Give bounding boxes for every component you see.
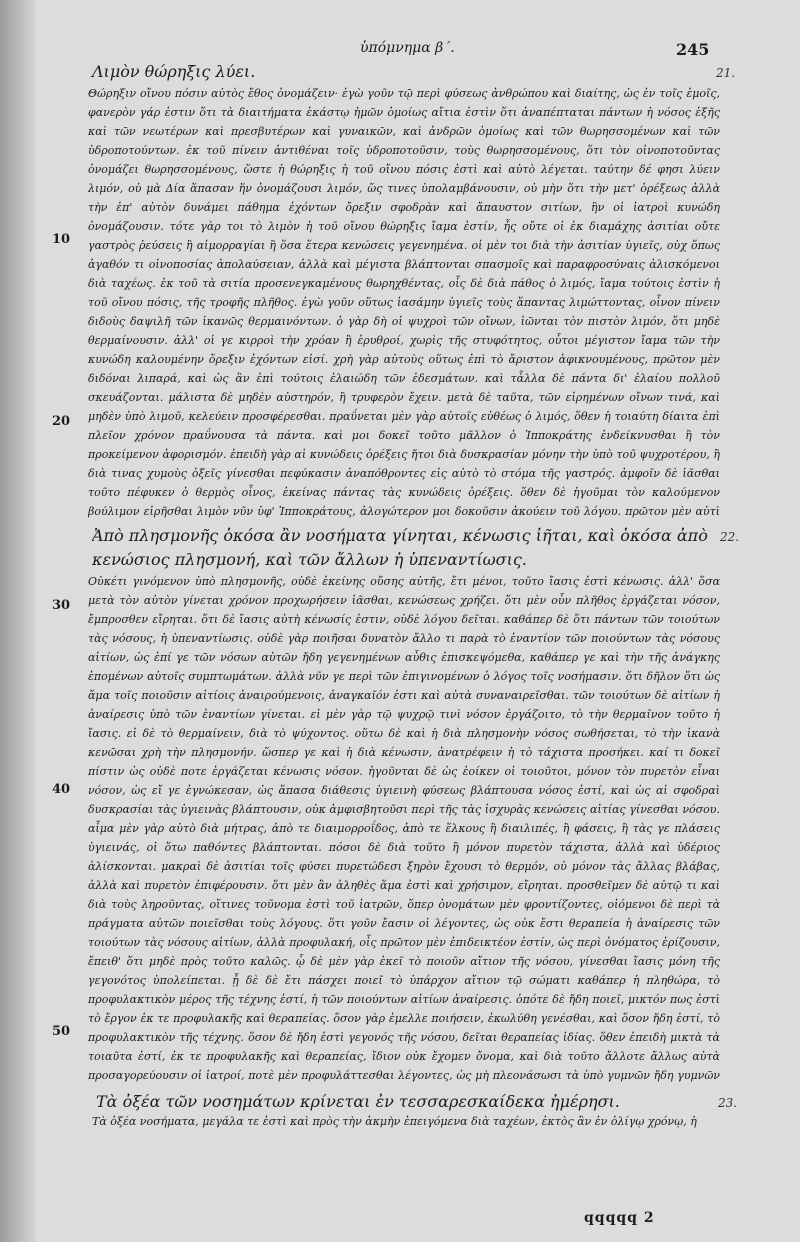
line-number: 20 [52, 414, 71, 429]
line-number: 50 [52, 1024, 71, 1039]
lemma-22: Ἀπὸ πλησμονῆς ὁκόσα ἂν νοσήματα γίνηται, κένωσις ἰῆται, καὶ ὁκόσα ἀπὸ κενώσιος πλησμονή, καὶ τῶν ἄλλων ἡ ὑπεναντίωσις. [92, 526, 708, 569]
commentary-23: Τὰ ὀξέα νοσήματα, μεγάλα τε ἐστὶ καὶ πρὸς τὴν ἀκμὴν ἐπειγόμενα διὰ ταχέων, ἐκτὸς ἂν ἐν ὀλίγῳ χρόνῳ, ἡ [92, 1115, 697, 1128]
section-number-22: 22. [720, 530, 740, 544]
page-gutter-shadow [0, 0, 36, 1242]
page-number: 245 [676, 40, 710, 59]
section-number-21: 21. [716, 66, 736, 80]
commentary-21: Θώρηξιν οἴνου πόσιν αὐτὸς ἔθος ὀνομάζειν· ἐγὼ γοῦν τῷ περὶ φύσεως ἀνθρώπου καὶ διαίτης, ὡς ἐν τοῖς ἐμοῖς, φανερὸν γάρ ἐστιν ὅτι τὰ διαιτήματα ἑκάστῳ ἡμῶν ὁμοίως αἴτια ἐστὶν ὅτι ἀναπέπταται πάντων ἡ νόσος ἑξῆς καὶ τῶν νεωτέρων καὶ πρεσβυτέρων καὶ γυναικῶν, καὶ ἀνδρῶν ὁμοίως καὶ τῶν θωρησσομένων καὶ τῶν ὑδροποτούντων. ἐκ τοῦ πίνειν ἀντιθέναι τοῖς ὑδροποτοῦσιν, τοὺς θωρησσομένους, ὅτι τὸν οἰνοποτοῦντας ὀνομάζει θωρησσομένους, ὥστε ἡ θώρηξις ἡ τοῦ οἴνου πόσις ἐστὶ καὶ αὐτὸ λέγεται. ταύτην δέ φησι λύειν λιμόν, οὐ μὰ Δία ἅπασαν ἥν ὀνομάζουσι λιμόν, ὥς τινες ὑπολαμβάνουσιν, οὐ μὴν ὅτι τὴν μετ' ὀρέξεως ἀλλὰ τὴν ἐπ' αὐτὸν δυνάμει πάθημα ἐχόντων ὄρεξιν σφοδρὰν καὶ ἄπαυστον σιτίων, ἣν οἱ ἰατροὶ κυνώδη ὀνομάζουσιν. τότε γὰρ τοι τὸ λιμὸν ἡ τοῦ οἴνου θώρηξις ἴαμα ἐστίν, ἧς οὔτε οἱ ἐκ διαμάχης ἀσιτίαι οὔτε γαστρὸς ῥεύσεις ἢ αἱμορραγίαι ἢ ὅσα ἕτερα κενώσεις γεγενημένα. οἱ μὲν τοι διὰ τὴν ἀσιτίαν ὑγιεῖς, οὐχ ὅπως ἀγαθόν τι οἰνοποσίας ἀπολαύσειαν, ἀλλὰ καὶ μέγιστα βλάπτονται σπασμοῖς καὶ παραφροσύναις ἁλισκόμενοι διὰ ταχέως. ἐκ τοῦ τὰ σιτία προσενεγκαμένους θωρηχθέντας, οἷς δὲ διὰ πάθος ὁ λιμός, ἴαμα τούτοις ἐστὶν ἡ τοῦ οἴνου πόσις, τῆς τροφῆς πλῆθος. ἐγὼ γοῦν οὕτως ἰασάμην ὑγιεῖς τοὺς ἅπαντας λιμώττοντας, οἶνον πίνειν διδοὺς δαψιλῆ τῶν ἱκανῶς θερμαινόντων. ὁ γὰρ δὴ οἱ ψυχροὶ τῶν οἴνων, ἰῶνται τὸν πιστὸν λιμόν, ὅτι μηδὲ θερμαίνουσιν. ἀλλ' οἱ γε κιρροὶ τὴν χρόαν ἢ ἐρυθροί, χωρὶς τῆς στυφότητος, οὗτοι μέγιστον ἴαμα τῶν τὴν κυνώδη καλουμένην ὄρεξιν ἐχόντων εἰσί. χρὴ γὰρ αὐτοὺς οὕτως ἐπὶ τὸ ἄριστον ἀφικνουμένους, πρῶτον μὲν διδόναι λιπαρά, καὶ ὡς ἂν ἐπὶ τούτοις ἐλαιώδη τῶν ἐδεσμάτων. καὶ τἆλλα δὲ πάντα δι' ἐλαίου πολλοῦ σκευάζονται. μάλιστα δὲ μηδὲν αὐστηρόν, ἢ τρυφερὸν ἔχειν. μετὰ δὲ ταῦτα, τῶν εἰρημένων οἴνων τινά, καὶ μηδὲν ὑπὸ λιμοῦ, κελεύειν προσφέρεσθαι. πραΰνεται μὲν γὰρ αὐτοῖς εὐθέως ὁ λιμός, ὅθεν ἡ τοιαύτη δίαιτα ἐπὶ πλεῖον χρόνον πραΰνουσα τὰ πάντα. καὶ μοι δοκεῖ τοῦτο μᾶλλον ὁ Ἱπποκράτης ἐνδείκνυσθαι ἢ τὸν προκείμενον ἀφορισμόν. ἐπειδὴ γὰρ αἱ κυνώδεις ὀρέξεις ἤτοι διὰ δυσκρασίαν μόνην τὴν ὑπὸ τοῦ ψυχροτέρου, ἢ διὰ τινας χυμοὺς ὀξεῖς γίνεσθαι πεφύκασιν ἀναπόθροντες εἰς αὐτὸ τὸ στόμα τῆς γαστρός. ἀμφοῖν δὲ ἰᾶσθαι τοῦτο πέφυκεν ὁ θερμὸς οἶνος, ἐκείνας πάντας τὰς κυνώδεις ὀρέξεις. ὅθεν δὲ ἡγοῦμαι τὸν καλούμενον βούλιμον εἰρῆσθαι λιμὸν νῦν ὑφ' Ἱπποκράτους, ἀλογώτερον μοι δοκοῦσιν ἀκούειν τοῦ λόγου. πρῶτον μὲν αὐτὶ [88, 87, 720, 518]
line-number: 30 [52, 598, 71, 613]
running-head: ὑπόμνημα β΄. [360, 40, 455, 56]
lemma-21: Λιμὸν θώρηξις λύει. [92, 62, 256, 81]
commentary-22: Οὐκέτι γινόμενον ὑπὸ πλησμονῆς, οὐδὲ ἐκείνης οὔσης αὐτῆς, ἔτι μένοι, τοῦτο ἴασις ἐστὶ κένωσις. ἀλλ' ὅσα μετὰ τὸν αὐτὸν γίνεται χρόνον προχωρήσειν ἰᾶσθαι, κενώσεως χρήζει. ὅτι μὲν οὖν πλῆθος ἐργάζεται νόσον, ἔμπροσθεν εἴρηται. ὅτι δὲ ἴασις αὐτὴ κένωσίς ἐστιν, οὐδὲ λόγου δεῖται. καθάπερ δὲ ὅτι πάντων τῶν τοιούτων τὰς νόσους, ἡ ὑπεναντίωσις. οὐδὲ γὰρ ποιῆσαι δυνατὸν ἄλλο τι παρὰ τὸ ἐναντίον τῶν ποιούντων τὰς νόσους αἰτίων, ὡς ἐπί γε τῶν νόσων αὐτῶν ἤδη γεγενημένων αὖθις ἐπισκεψόμεθα, καθάπερ γε καὶ τὴν τῆς ἀνάγκης ἑπομένων αὐτοῖς συμπτωμάτων. ἀλλὰ νῦν γε περὶ τῶν ἐπιγινομένων ὁ λόγος τοῖς νοσήμασιν. ὅτι δῆλον ὅτι ὡς ἅμα τοῖς ποιοῦσιν αἰτίοις ἀναιρούμενοις, ἀναγκαῖόν ἐστι καὶ αὐτὰ συναναιρεῖσθαι. τῶν τοιούτων δὲ αἰτίων ἡ ἀναίρεσις ὑπὸ τῶν ἐναντίων γίνεται. εἰ μὲν γὰρ τῷ ψυχρῷ τινὶ νόσον ἐργάζοιτο, τὸ τὴν θερμαῖνον τοῦτο ἡ ἴασις. εἰ δὲ τὸ θερμαίνειν, διὰ τὸ ψύχοντος. οὕτω δὲ καὶ ἡ διὰ πλησμονὴν νόσος σωθήσεται, τὸ τὴν ἱκανὰ κενῶσαι χρὴ τὴν πλησμονήν. ὥσπερ γε καὶ ἡ διὰ κένωσιν, ἀνατρέφειν ἡ τὸ τάχιστα προσήκει. καί τι δοκεῖ πίστιν ὡς οὐδὲ ποτε ἐργάζεται κένωσις νόσον. ἡγοῦνται δὲ ὡς ἐοίκεν οἱ τοιοῦτοι, μόνον τὸν πυρετὸν εἶναι νόσον, ὡς εἴ γε ἐγνώκεσαν, ὡς ἅπασα διάθεσις ὑγιεινὴ φύσεως βλάπτουσα νόσος ἐστί, καὶ ὡς αἱ σφοδραὶ δυσκρασίαι τὰς ὑγιεινὰς βλάπτουσιν, οὐκ ἀμφισβητοῦσι περὶ τῆς τὰς ἰσχυρὰς κενώσεις αἰτίας γίνεσθαι νόσου. αἷμα μὲν γὰρ αὐτὸ διὰ μήτρας, ἀπὸ τε διαιμορροΐδος, ἀπὸ τε ἕλκους ἢ διαιλιπές, ἢ φάσεις, ἢ τὰς γε πλάσεις ὑγιεινάς, οἱ ὅτω παθόντες βλάπτονται. πόσοι δὲ διὰ τοῦτο ἢ μόνον πυρετὸν τάχιστα, ἀλλὰ καὶ ὑδέριος ἁλίσκονται. μακραὶ δὲ ἀσιτίαι τοῖς φύσει πυρετώδεσι ξηρὸν ἔχουσι τὸ θερμόν, οὐ μόνον τὰς ἄλλας βλάβας, ἀλλὰ καὶ πυρετὸν ἐπιφέρουσιν. ὅτι μὲν ἂν ἀληθὲς ἅμα ἐστὶ καὶ χρήσιμον, εἴρηται. προσθεῖμεν δὲ αὐτῷ τι καὶ διὰ τοὺς ληροῦντας, οἵτινες τοῦνομα ἐστὶ τοῦ ἰατρῶν, ὅπερ ὀνομάτων μὲν φροντίζοντες, οἰόμενοι δὲ περὶ τὰ πράγματα αὐτῶν ποιεῖσθαι τοὺς λόγους. ὅτι γοῦν ἔασιν οἱ λέγοντες, ὡς οὐκ ἔστι θεραπεία ἡ ἀναίρεσις τῶν τοιούτων τὰς νόσους αἰτίων, ἀλλὰ προφυλακή, οἷς πρῶτον μὲν ἐπιδεικτέον ἐστίν, ὡς περὶ ὀνόματος ἐρίζουσιν, ἔπειθ' ὅτι μηδὲ πρὸς τοῦτο καλῶς. ᾧ δὲ μὲν γὰρ ἐκεῖ τὸ ποιοῦν αἴτιον τῆς νόσου, γίνεσθαι ἴασις μόνη τῆς γεγονότος ὑπολείπεται. ᾗ δὲ δὲ ἔτι πάσχει ποιεῖ τὸ ὑπάρχον αἴτιον τῷ σώματι καθάπερ ἡ πληθώρα, τὸ προφυλακτικὸν μέρος τῆς τέχνης ἐστί, ἡ τῶν ποιούντων αἰτίων ἀναίρεσις. ὁπότε δὲ ἤδη ποιεῖ, μικτόν πως ἐστὶ τὸ ἔργον ἐκ τε προφυλακῆς καὶ θεραπείας. ὅσον γὰρ ἐμελλε ποιήσειν, ἐκωλύθη γενέσθαι, καὶ ὅσον ἤδη ἐστί, τὸ προφυλακτικὸν τῆς τέχνης. ὅσον δὲ ἤδη ἐστὶ γεγονός τῆς νόσου, δεῖται θεραπείας ἰδίας. ὅθεν ἐπειδὴ μικτὰ τὰ τοιαῦτα ἐστί, ἐκ τε προφυλακῆς καὶ θεραπείας, ἴδιον οὐκ ἔχομεν ὄνομα, καὶ διὰ τοῦτο ἄλλοτε ἄλλως αὐτὰ προσαγορεύουσιν οἱ ἰατροί, ποτὲ μὲν προφυλάττεσθαι λέγοντες, ὡς μὴ πλεονάσωσι τὰ ὑπὸ γυμνῶν ἤδη γυμνῶν [88, 575, 720, 1082]
signature-mark: qqqqq 2 [584, 1210, 655, 1226]
line-number: 10 [52, 232, 71, 247]
section-number-23: 23. [718, 1096, 738, 1110]
lemma-23: Τὰ ὀξέα τῶν νοσημάτων κρίνεται ἐν τεσσαρεσκαίδεκα ἡμέρησι. [96, 1092, 620, 1111]
line-number: 40 [52, 782, 71, 797]
